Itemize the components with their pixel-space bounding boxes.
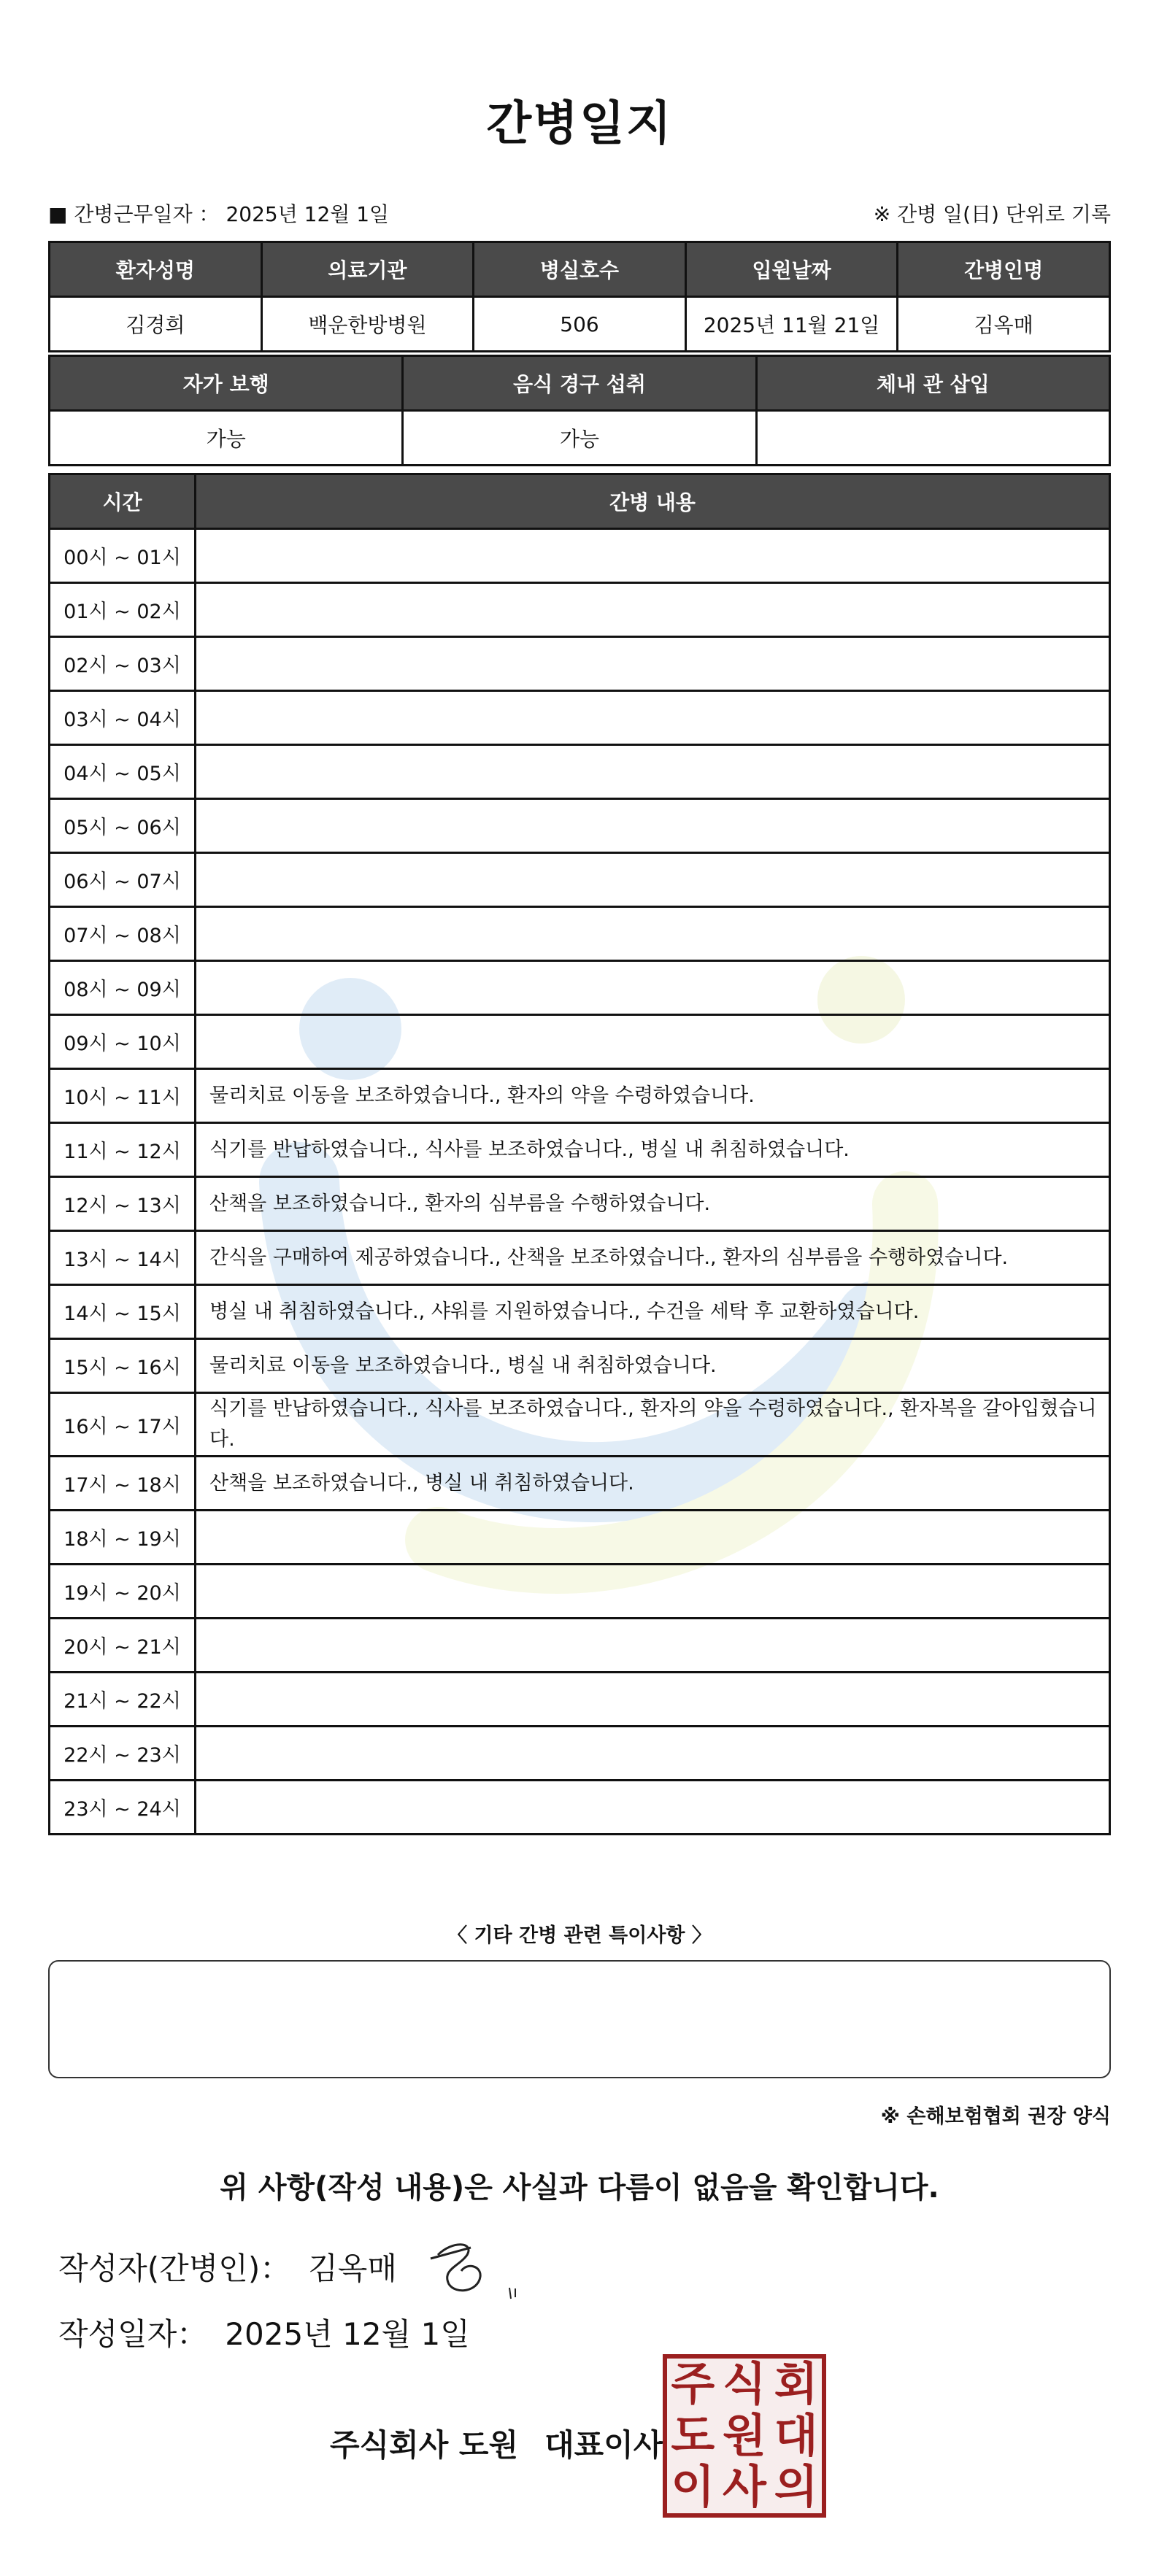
row-content[interactable]: 간식을 구매하여 제공하였습니다., 산책을 보조하였습니다., 환자의 심부름을 수행하였습니다.: [196, 1231, 1110, 1285]
row-content[interactable]: 병실 내 취침하였습니다., 샤워를 지원하였습니다., 수건을 세탁 후 교환하였습니다.: [196, 1285, 1110, 1339]
table-row: [50, 637, 1110, 691]
writer-line: [58, 2245, 397, 2288]
self-walking: 가능: [50, 411, 403, 466]
seal-char: 주: [671, 2357, 715, 2410]
room-number: 506: [474, 297, 686, 352]
row-time: 11시 ~ 12시: [50, 1123, 196, 1177]
table-row: [50, 583, 1110, 637]
row-content[interactable]: [196, 1565, 1110, 1619]
row-time: 17시 ~ 18시: [50, 1457, 196, 1511]
recommended-form-note: ※ 손해보험협회 권장 양식: [880, 2105, 1111, 2128]
row-content[interactable]: 산책을 보조하였습니다., 병실 내 취침하였습니다.: [196, 1457, 1110, 1511]
row-content[interactable]: [196, 583, 1110, 637]
row-time: 14시 ~ 15시: [50, 1285, 196, 1339]
seal-char: 식: [723, 2357, 766, 2410]
row-content[interactable]: [196, 1727, 1110, 1781]
row-time: 21시 ~ 22시: [50, 1673, 196, 1727]
header-oral-intake: 음식 경구 섭취: [403, 356, 756, 411]
row-content[interactable]: [196, 1015, 1110, 1069]
table-row: [50, 961, 1110, 1015]
table-row: [50, 1781, 1110, 1835]
admit-date: 2025년 11월 21일: [685, 297, 898, 352]
table-row: [50, 1619, 1110, 1673]
date-value: 2025년 12월 1일: [225, 2316, 470, 2352]
row-time: 18시 ~ 19시: [50, 1511, 196, 1565]
row-time: 22시 ~ 23시: [50, 1727, 196, 1781]
table-row: [50, 1673, 1110, 1727]
seal-char: 대: [774, 2408, 818, 2462]
writer-label: 작성자(간병인)：: [58, 2251, 291, 2286]
row-time: 01시 ~ 02시: [50, 583, 196, 637]
row-content[interactable]: [196, 799, 1110, 853]
row-time: 23시 ~ 24시: [50, 1781, 196, 1835]
row-time: 09시 ~ 10시: [50, 1015, 196, 1069]
row-time: 00시 ~ 01시: [50, 529, 196, 583]
notes-title: 〈 기타 간병 관련 특이사항 〉: [447, 1924, 712, 1947]
row-time: 15시 ~ 16시: [50, 1339, 196, 1393]
company-role: 대표이사: [544, 2427, 663, 2463]
caregiver-name: 김옥매: [898, 297, 1110, 352]
table-row: [50, 1511, 1110, 1565]
table-row: [50, 1565, 1110, 1619]
row-time: 20시 ~ 21시: [50, 1619, 196, 1673]
table-row: [50, 1123, 1110, 1177]
row-content[interactable]: [196, 1781, 1110, 1835]
meta-row: [48, 198, 1111, 231]
row-time: 13시 ~ 14시: [50, 1231, 196, 1285]
row-time: 02시 ~ 03시: [50, 637, 196, 691]
header-patient-name: 환자성명: [50, 242, 262, 297]
seal-char: 도: [671, 2408, 715, 2462]
confirmation-statement: 위 사항(작성 내용)은 사실과 다름이 없음을 확인합니다.: [220, 2171, 939, 2205]
header-caregiver: 간병인명: [898, 242, 1110, 297]
row-time: 12시 ~ 13시: [50, 1177, 196, 1231]
tube-insertion: [756, 411, 1109, 466]
hospital: 백운한방병원: [261, 297, 474, 352]
patient-name: 김경희: [50, 297, 262, 352]
row-content[interactable]: [196, 907, 1110, 961]
row-content[interactable]: 물리치료 이동을 보조하였습니다., 병실 내 취침하였습니다.: [196, 1339, 1110, 1393]
company-name: 주식회사 도원: [330, 2427, 519, 2463]
row-content[interactable]: [196, 745, 1110, 799]
row-time: 07시 ~ 08시: [50, 907, 196, 961]
company-seal: [663, 2354, 826, 2518]
page-title: 간병일지: [486, 97, 673, 151]
row-time: 08시 ~ 09시: [50, 961, 196, 1015]
row-time: 04시 ~ 05시: [50, 745, 196, 799]
seal-char: 의: [774, 2460, 818, 2514]
seal-char: 원: [723, 2408, 766, 2462]
patient-info-table: [48, 241, 1111, 352]
table-row: [50, 1727, 1110, 1781]
work-date: ■ 간병근무일자 ： 2025년 12월 1일: [48, 202, 390, 226]
table-row: [50, 691, 1110, 745]
writer-name: 김옥매: [308, 2251, 397, 2286]
header-admit-date: 입원날짜: [685, 242, 898, 297]
row-content[interactable]: [196, 961, 1110, 1015]
row-content[interactable]: [196, 637, 1110, 691]
table-row: [50, 1393, 1110, 1457]
row-content[interactable]: 산책을 보조하였습니다., 환자의 심부름을 수행하였습니다.: [196, 1177, 1110, 1231]
table-row: [50, 1339, 1110, 1393]
table-row: [50, 1177, 1110, 1231]
oral-intake: 가능: [403, 411, 756, 466]
table-row: [50, 853, 1110, 907]
header-room: 병실호수: [474, 242, 686, 297]
seal-char: 이: [671, 2460, 715, 2514]
row-content[interactable]: 물리치료 이동을 보조하였습니다., 환자의 약을 수령하였습니다.: [196, 1069, 1110, 1123]
header-time: 시간: [50, 474, 196, 529]
row-time: 10시 ~ 11시: [50, 1069, 196, 1123]
row-content[interactable]: [196, 691, 1110, 745]
date-label: 작성일자：: [58, 2316, 208, 2352]
header-hospital: 의료기관: [261, 242, 474, 297]
row-time: 06시 ~ 07시: [50, 853, 196, 907]
row-content[interactable]: [196, 1511, 1110, 1565]
seal-char: 사: [723, 2460, 766, 2514]
seal-char: 회: [774, 2357, 818, 2410]
table-row: [50, 529, 1110, 583]
row-time: 19시 ~ 20시: [50, 1565, 196, 1619]
care-log-table: [48, 473, 1111, 1835]
row-time: 03시 ~ 04시: [50, 691, 196, 745]
unit-note: ※ 간병 일(日) 단위로 기록: [873, 202, 1111, 226]
row-content[interactable]: 식기를 반납하였습니다., 식사를 보조하였습니다., 환자의 약을 수령하였습니다., 환자복을 갈아입혔습니다.: [196, 1393, 1110, 1457]
row-content[interactable]: 식기를 반납하였습니다., 식사를 보조하였습니다., 병실 내 취침하였습니다.: [196, 1123, 1110, 1177]
row-content[interactable]: [196, 1619, 1110, 1673]
signature: [409, 2226, 525, 2306]
table-row: [50, 1457, 1110, 1511]
date-line: [58, 2310, 470, 2354]
row-time: 05시 ~ 06시: [50, 799, 196, 853]
header-self-walking: 자가 보행: [50, 356, 403, 411]
table-row: [50, 907, 1110, 961]
table-row: [50, 1069, 1110, 1123]
row-content[interactable]: [196, 853, 1110, 907]
company-line: [330, 2421, 663, 2465]
header-care-content: 간병 내용: [196, 474, 1110, 529]
row-time: 16시 ~ 17시: [50, 1393, 196, 1457]
table-row: [50, 1231, 1110, 1285]
table-row: [50, 1285, 1110, 1339]
care-log-body: [50, 529, 1110, 1835]
row-content[interactable]: [196, 529, 1110, 583]
table-row: [50, 745, 1110, 799]
row-content[interactable]: [196, 1673, 1110, 1727]
notes-box[interactable]: [48, 1960, 1111, 2078]
care-status-table: [48, 355, 1111, 466]
table-row: [50, 799, 1110, 853]
header-tube-insertion: 체내 관 삽입: [756, 356, 1109, 411]
table-row: [50, 1015, 1110, 1069]
